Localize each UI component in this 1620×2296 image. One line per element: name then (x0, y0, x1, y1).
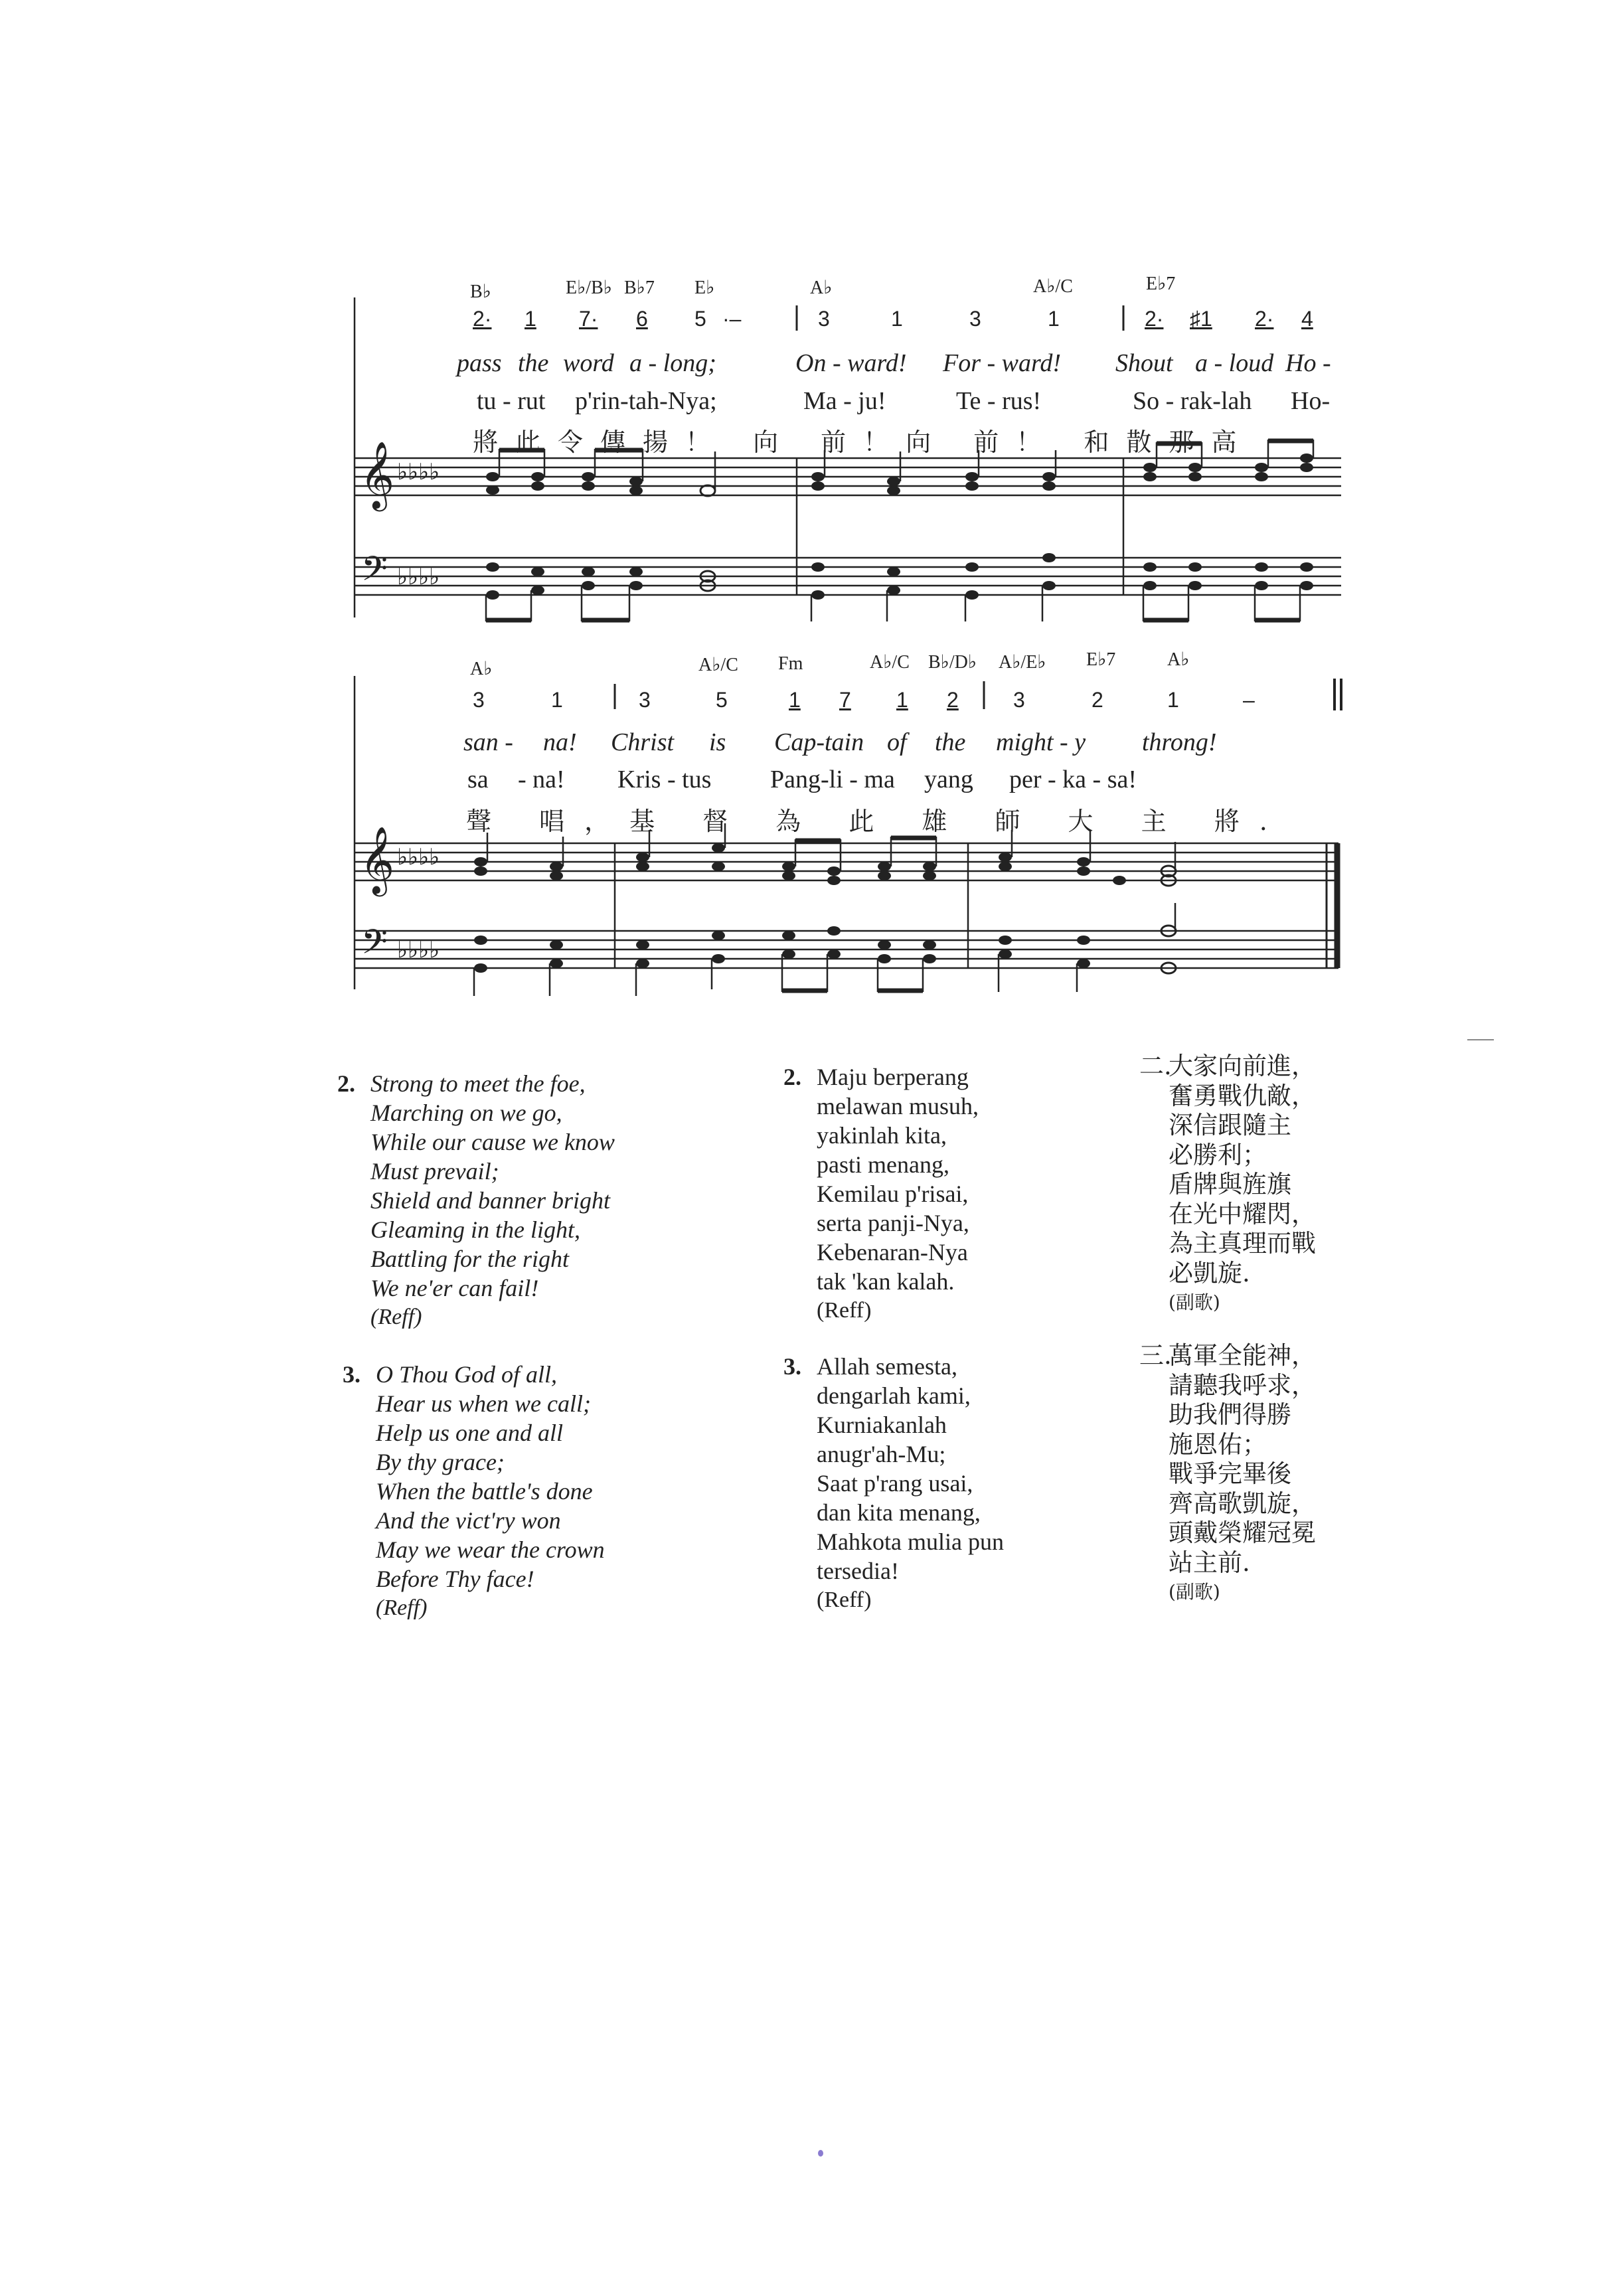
svg-text:𝄞: 𝄞 (360, 825, 395, 894)
verse-en-3 (343, 1360, 605, 1623)
verse-line: 頭戴榮耀冠冕 (1169, 1518, 1316, 1547)
lyric-zh: 將此令傳揚！ 向 前！向 前！ 和散那高 (473, 428, 1254, 457)
chord: A♭/C (870, 652, 910, 673)
lyric-id: p'rin-tah-Nya; (575, 387, 717, 415)
verse-line: pasti menang, (817, 1151, 949, 1178)
lyric-id: Kris - tus (617, 766, 712, 793)
lyric-en: san - (463, 728, 513, 756)
chord: E♭7 (1086, 649, 1116, 670)
cipher-note: 2 (947, 688, 959, 712)
verse-line: Kemilau p'risai, (817, 1181, 969, 1207)
cipher-note: 5 (716, 688, 728, 712)
verse-line: 奮勇戰仇敵， (1169, 1081, 1316, 1110)
chord: E♭ (694, 278, 715, 298)
verse-line: 必勝利； (1169, 1140, 1267, 1169)
verse-id-3 (783, 1352, 1004, 1615)
cipher-note: 1 (551, 688, 563, 712)
verse-line: Saat p'rang usai, (817, 1470, 973, 1497)
cipher-note: 1 (789, 688, 801, 712)
verse-line: yakinlah kita, (817, 1122, 947, 1149)
verse-line: 深信跟隨主 (1169, 1111, 1291, 1139)
verse-line: Must prevail; (370, 1158, 499, 1185)
verse-number: 3. (783, 1353, 801, 1380)
verse-line: 站主前. (1169, 1548, 1250, 1577)
verse-line: serta panji-Nya, (817, 1210, 969, 1236)
verse-number: 3. (343, 1361, 361, 1388)
svg-text:𝄢: 𝄢 (361, 548, 388, 597)
cipher-note: 3 (1013, 688, 1025, 712)
cipher-note: 2· (473, 307, 492, 331)
lyric-id: Ma - ju! (803, 387, 886, 415)
cipher-note: 4 (1301, 307, 1313, 331)
verse-line: dan kita menang, (817, 1499, 981, 1526)
verse-line: When the battle's done (376, 1478, 593, 1505)
verse-line: dengarlah kami, (817, 1382, 971, 1409)
verse-line: Kebenaran-Nya (817, 1239, 968, 1266)
verse-line: Hear us when we call; (376, 1390, 591, 1417)
lyric-en: a - long; (629, 349, 716, 377)
lyric-id: Te - rus! (956, 387, 1042, 415)
verse-line: 盾牌與旌旗 (1169, 1170, 1291, 1198)
chord: A♭ (810, 278, 833, 298)
refrain-marker: (Reff) (817, 1588, 872, 1612)
verse-number: 二. (1139, 1052, 1172, 1080)
cipher-note: 3 (969, 307, 981, 331)
chord: A♭ (1167, 649, 1190, 670)
lyric-id: - na! (518, 766, 565, 793)
verse-en-2 (337, 1069, 615, 1332)
verse-line: Maju berperang (817, 1064, 969, 1090)
lyric-id: yang (924, 766, 973, 793)
refrain-marker: (Reff) (376, 1596, 428, 1620)
verse-line: Before Thy face! (376, 1566, 534, 1592)
verse-line: 齊高歌凱旋， (1169, 1489, 1316, 1518)
cipher-note: 7· (579, 307, 598, 331)
verse-line: O Thou God of all, (376, 1361, 558, 1388)
lyric-id: sa (467, 766, 489, 793)
verse-line: By thy grace; (376, 1449, 505, 1475)
verse-line: 大家向前進， (1169, 1052, 1316, 1080)
cipher-note: 1 (896, 688, 908, 712)
svg-text:𝄞: 𝄞 (360, 440, 395, 509)
verse-line: Strong to meet the foe, (370, 1070, 586, 1097)
verse-line: 為主真理而戰 (1169, 1229, 1316, 1258)
refrain-marker: (Reff) (370, 1305, 422, 1329)
lyric-id: tu - rut (477, 387, 546, 415)
lyric-id: Pang-li - ma (770, 766, 895, 793)
lyric-en: For - ward! (943, 349, 1062, 377)
verse-line: May we wear the crown (376, 1536, 605, 1563)
verse-number: 2. (337, 1070, 355, 1097)
verse-line: 請聽我呼求， (1169, 1370, 1316, 1400)
cipher-note: 3 (818, 307, 830, 331)
refrain-marker: (副歌) (1169, 1291, 1220, 1313)
chord: E♭/B♭ (566, 278, 612, 298)
verse-line: 必凱旋. (1169, 1258, 1250, 1287)
verse-line: 助我們得勝 (1169, 1400, 1291, 1429)
cipher-note: 2· (1255, 307, 1274, 331)
verse-number: 三. (1139, 1341, 1172, 1370)
lyric-zh: 聲 唱，基 督 為 此 雄 師 大 主 將. (466, 807, 1287, 836)
chord: A♭ (470, 659, 493, 679)
refrain-marker: (副歌) (1169, 1581, 1220, 1603)
cipher-note: 1 (1167, 688, 1179, 712)
verse-line: Shield and banner bright (370, 1187, 610, 1214)
cipher-note: – (1243, 688, 1255, 712)
verse-line: Help us one and all (376, 1420, 563, 1446)
scan-mark (1467, 1039, 1494, 1040)
svg-text:♭♭♭♭: ♭♭♭♭ (397, 937, 440, 963)
cipher-note: 7 (839, 688, 851, 712)
verse-line: melawan musuh, (817, 1093, 979, 1119)
chord: A♭/C (698, 655, 738, 675)
svg-text:♭♭♭♭: ♭♭♭♭ (397, 844, 440, 870)
lyric-en: throng! (1142, 728, 1217, 756)
verse-line: Battling for the right (370, 1246, 570, 1272)
lyric-en: On - ward! (795, 349, 907, 377)
verse-line: Allah semesta, (817, 1353, 957, 1380)
lyric-en: the (935, 728, 966, 756)
lyric-en: Christ (611, 728, 675, 756)
grand-staff-2 (345, 671, 1354, 1016)
lyric-en: na! (543, 728, 577, 756)
chord: A♭/E♭ (999, 652, 1046, 673)
chord: B♭/D♭ (928, 652, 977, 673)
verse-line: tersedia! (817, 1558, 899, 1584)
svg-text:♭♭♭♭: ♭♭♭♭ (397, 564, 440, 590)
chord: B♭ (470, 282, 491, 302)
lyric-en: pass (457, 349, 502, 377)
cipher-note: 3 (639, 688, 651, 712)
chord: E♭7 (1146, 274, 1176, 294)
cipher-note: 2 (1092, 688, 1103, 712)
verse-line: 施恩佑； (1169, 1430, 1267, 1459)
grand-staff-1 (345, 292, 1354, 637)
verse-zh-3 (1139, 1341, 1316, 1607)
cipher-note: ·– (722, 307, 742, 331)
lyric-id: Ho- (1291, 387, 1331, 415)
cipher-note: 2· (1145, 307, 1164, 331)
lyric-en: is (709, 728, 726, 756)
cipher-note: 3 (473, 688, 485, 712)
verse-line: tak 'kan kalah. (817, 1268, 955, 1295)
verse-line: We ne'er can fail! (370, 1275, 539, 1301)
lyric-id: So - rak-lah (1133, 387, 1252, 415)
lyric-en: might - y (996, 728, 1086, 756)
cipher-note: 1 (525, 307, 536, 331)
verse-number: 2. (783, 1064, 801, 1090)
svg-text:𝄢: 𝄢 (361, 922, 388, 970)
refrain-marker: (Reff) (817, 1298, 872, 1323)
svg-text:♭♭♭♭: ♭♭♭♭ (397, 459, 440, 485)
lyric-en: word (563, 349, 614, 377)
verse-line: Kurniakanlah (817, 1412, 947, 1438)
verse-zh-2 (1139, 1052, 1316, 1318)
cipher-note: 6 (636, 307, 648, 331)
lyric-en: the (518, 349, 549, 377)
verse-line: And the vict'ry won (376, 1507, 561, 1534)
verse-line: Marching on we go, (370, 1100, 562, 1126)
lyric-en: Cap-tain (774, 728, 864, 756)
chord: Fm (778, 653, 803, 674)
verse-line: Gleaming in the light, (370, 1216, 580, 1243)
lyric-en: of (887, 728, 907, 756)
lyric-en: Shout (1115, 349, 1173, 377)
scan-mark (818, 2150, 823, 2157)
chord: B♭7 (624, 278, 655, 298)
cipher-note: 1 (1048, 307, 1060, 331)
lyric-en: a - loud (1195, 349, 1274, 377)
verse-line: anugr'ah-Mu; (817, 1441, 946, 1467)
cipher-note: 1 (891, 307, 903, 331)
cipher-note: 5 (694, 307, 706, 331)
verse-line: 戰爭完畢後 (1169, 1459, 1291, 1488)
verse-line: While our cause we know (370, 1129, 615, 1155)
lyric-en: Ho - (1285, 349, 1331, 377)
lyric-id: per - ka - sa! (1009, 766, 1137, 793)
verse-id-2 (783, 1062, 979, 1325)
cipher-note: ♯1 (1190, 307, 1212, 331)
verse-line: 在光中耀閃， (1169, 1199, 1316, 1228)
verse-line: Mahkota mulia pun (817, 1528, 1004, 1555)
chord: A♭/C (1033, 276, 1073, 297)
verse-line: 萬軍全能神， (1169, 1341, 1316, 1370)
